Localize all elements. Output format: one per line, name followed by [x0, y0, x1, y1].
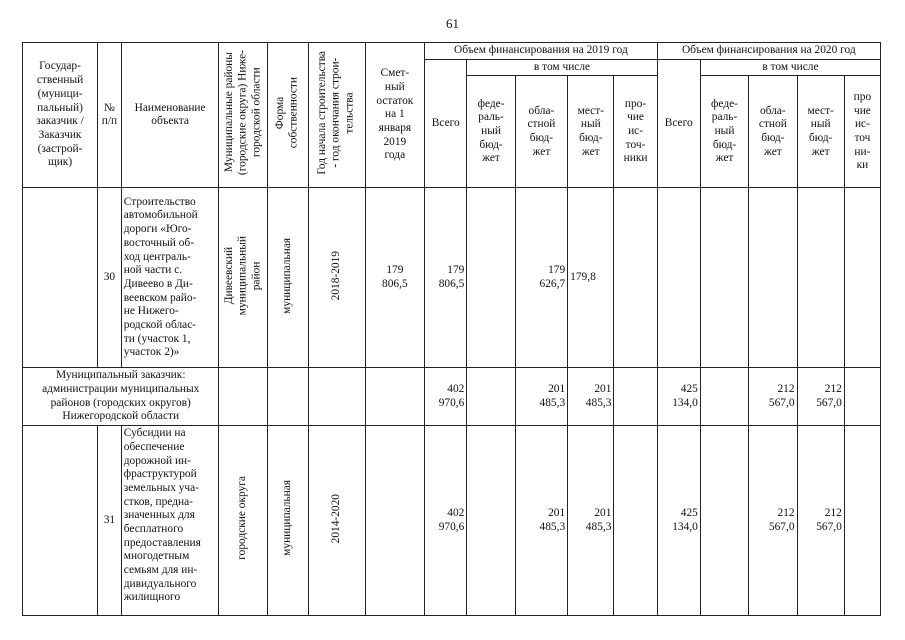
- header-num: № п/п: [98, 43, 122, 188]
- cell-estimated-balance: 179 806,5: [365, 188, 425, 368]
- subtotal-other-2020: [844, 368, 880, 426]
- cell-years: 2018-2019: [308, 188, 365, 368]
- financing-table: [22, 42, 881, 616]
- cell-other-2020: [844, 188, 880, 368]
- header-estimated-balance: Смет- ный остаток на 1 января 2019 года: [365, 43, 425, 188]
- subtotal-label: Муниципальный заказчик: администрации муниципальных районов (городских округов) Нижегородской области: [23, 368, 219, 426]
- subtotal-total-2019: 402 970,6: [425, 368, 467, 426]
- cell-local-2020: [797, 188, 844, 368]
- cell-total-2019: 179 806,5: [425, 188, 467, 368]
- subtotal-local-2019: 201 485,3: [568, 368, 614, 426]
- cell-num: 31: [98, 426, 122, 616]
- header-local-2020: мест- ный бюд- жет: [797, 76, 844, 188]
- cell-district: городские округа: [219, 426, 267, 616]
- header-including-2019: в том числе: [467, 59, 657, 76]
- header-funding-2020: Объем финансирования на 2020 год: [657, 43, 880, 60]
- subtotal-regional-2020: 212 567,0: [749, 368, 797, 426]
- cell-years: [308, 368, 365, 426]
- header-other-2020: про чие ис- точ ни- ки: [844, 76, 880, 188]
- subtotal-federal-2020: [700, 368, 748, 426]
- header-including-2020: в том числе: [700, 59, 880, 76]
- cell-customer: [23, 426, 98, 616]
- cell-ownership: муниципальная: [267, 188, 308, 368]
- cell-federal-2019: [467, 426, 515, 616]
- header-ownership: Форма собственности: [267, 43, 308, 188]
- header-federal-2019: феде- раль- ный бюд- жет: [467, 76, 515, 188]
- cell-regional-2019: 179 626,7: [515, 188, 567, 368]
- cell-district: Дивеевский муниципальный район: [219, 188, 267, 368]
- subtotal-regional-2019: 201 485,3: [515, 368, 567, 426]
- cell-num: 30: [98, 188, 122, 368]
- cell-regional-2020: [749, 188, 797, 368]
- cell-regional-2019: 201 485,3: [515, 426, 567, 616]
- subtotal-total-2020: 425 134,0: [657, 368, 700, 426]
- header-years: Год начала строительства - год окончания строи- тельства: [308, 43, 365, 188]
- subtotal-other-2019: [614, 368, 657, 426]
- header-object-name: Наименование объекта: [121, 43, 219, 188]
- header-funding-2019: Объем финансирования на 2019 год: [425, 43, 657, 60]
- cell-object-name: Строительство автомобильной дороги «Юго- восточный об- ход централь- ной части с. Дивеево в Ди- веевском райо- не Нижего- родской облас- ти (участок 1, участок 2)»: [121, 188, 219, 368]
- table-row-30: [23, 188, 881, 368]
- cell-total-2020: 425 134,0: [657, 426, 700, 616]
- header-customer: Государ- ственный (муници- пальный) заказчик / Заказчик (застрой- щик): [23, 43, 98, 188]
- header-local-2019: мест- ный бюд- жет: [568, 76, 614, 188]
- header-row-1: [23, 43, 881, 60]
- cell-other-2020: [844, 426, 880, 616]
- cell-total-2020: [657, 188, 700, 368]
- cell-customer: [23, 188, 98, 368]
- header-regional-2020: обла- стной бюд- жет: [749, 76, 797, 188]
- cell-local-2019: 179,8: [568, 188, 614, 368]
- header-regional-2019: обла- стной бюд- жет: [515, 76, 567, 188]
- header-total-2020: Всего: [657, 59, 700, 188]
- header-federal-2020: феде- раль- ный бюд- жет: [700, 76, 748, 188]
- cell-regional-2020: 212 567,0: [749, 426, 797, 616]
- cell-federal-2019: [467, 188, 515, 368]
- cell-total-2019: 402 970,6: [425, 426, 467, 616]
- cell-federal-2020: [700, 188, 748, 368]
- cell-object-name: Субсидии на обеспечение дорожной ин- фраструктурой земельных уча- стков, предна- значенных для бесплатного предоставления многодетным семьям для ин- дивидуального жилищного: [121, 426, 219, 616]
- cell-federal-2020: [700, 426, 748, 616]
- subtotal-local-2020: 212 567,0: [797, 368, 844, 426]
- header-other-2019: про- чие ис- точ- ники: [614, 76, 657, 188]
- cell-other-2019: [614, 188, 657, 368]
- subtotal-federal-2019: [467, 368, 515, 426]
- cell-ownership: муниципальная: [267, 426, 308, 616]
- page-number: 61: [446, 16, 459, 31]
- header-districts: Муниципальные районы (городские округа) Ниже- городской области: [219, 43, 267, 188]
- cell-district: [219, 368, 267, 426]
- cell-estimated-balance: [365, 426, 425, 616]
- cell-ownership: [267, 368, 308, 426]
- table-row-subtotal: [23, 368, 881, 426]
- cell-local-2019: 201 485,3: [568, 426, 614, 616]
- cell-local-2020: 212 567,0: [797, 426, 844, 616]
- table-row-31: [23, 426, 881, 616]
- cell-other-2019: [614, 426, 657, 616]
- cell-years: 2014-2020: [308, 426, 365, 616]
- header-total-2019: Всего: [425, 59, 467, 188]
- cell-estimated-balance: [365, 368, 425, 426]
